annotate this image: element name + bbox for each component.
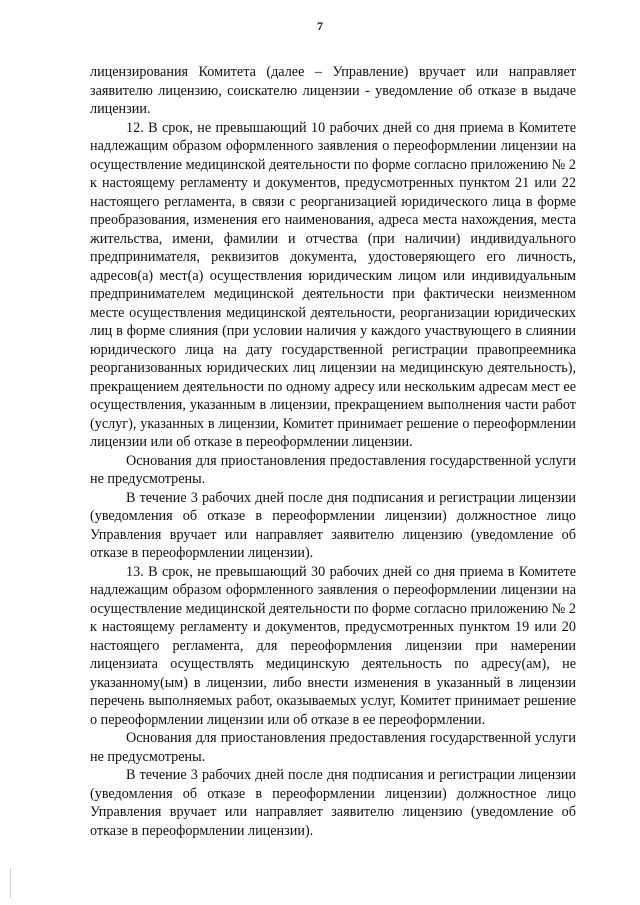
paragraph-13-grounds: Основания для приостановления предоставления государственной услуги не предусмотрены. [90,730,576,765]
scan-edge-mark [10,868,11,898]
paragraph-13: 13. В срок, не превышающий 30 рабочих дней со дня приема в Комитете надлежащим образом оформленного заявления о переоформлении лицензии на осуществление медицинской деятельности по форме согласно приложению № 2 к настоящему регламенту и документов, предусмотренных пунктом 19 или 20 настоящего регламента, для переоформления лицензии при намерении лицензиата осуществлять медицинскую деятельность по адресу(ам), не указанному(ым) в лицензии, либо внести изменения в указанный в лицензии перечень выполняемых работ, оказываемых услуг, Комитет принимает решение о переоформлении лицензии или об отказе в ее переоформлении. [90,563,576,728]
paragraph-12: 12. В срок, не превышающий 10 рабочих дней со дня приема в Комитете надлежащим образом оформленного заявления о переоформлении лицензии на осуществление медицинской деятельности по форме согласно приложению № 2 к настоящему регламенту и документов, предусмотренных пунктом 21 или 22 настоящего регламента, в связи с реорганизацией юридического лица в форме преобразования, изменения его наименования, адреса места нахождения, места жительства, имени, фамилии и отчества (при наличии) индивидуального предпринимателя, реквизитов документа, удостоверяющего его личность, адресов(а) мест(а) осуществления юридическим лицом или индивидуальным предпринимателем медицинской деятельности при фактически неизменном месте осуществления медицинской деятельности, реорганизации юридических лиц в форме слияния (при условии наличия у каждого участвующего в слиянии юридического лица на дату государственной регистрации правопреемника реорганизованных юридических лиц лицензии на медицинскую деятельность), прекращением деятельности по одному адресу или нескольким адресам мест ее осуществления, указанным в лицензии, прекращением выполнения части работ (услуг), указанных в лицензии, Комитет принимает решение о переоформлении лицензии или об отказе в переоформлении лицензии. [90,119,576,450]
paragraph-1: лицензирования Комитета (далее – Управление) вручает или направляет заявителю лицензию, соискателю лицензии - уведомление об отказе в выдаче лицензии. [90,64,576,117]
paragraph-13-delivery: В течение 3 рабочих дней после дня подписания и регистрации лицензии (уведомления об отказе в переоформлении лицензии) должностное лицо Управления вручает или направляет заявителю лицензию (уведомление об отказе в переоформлении лицензии). [90,767,576,839]
page-number: 7 [317,19,323,33]
paragraph-12-delivery: В течение 3 рабочих дней после дня подписания и регистрации лицензии (уведомления об отказе в переоформлении лицензии) должностное лицо Управления вручает или направляет заявителю лицензию (уведомление об отказе в переоформлении лицензии). [90,489,576,561]
paragraph-12-grounds: Основания для приостановления предоставления государственной услуги не предусмотрены. [90,452,576,487]
body-text [90,63,576,840]
